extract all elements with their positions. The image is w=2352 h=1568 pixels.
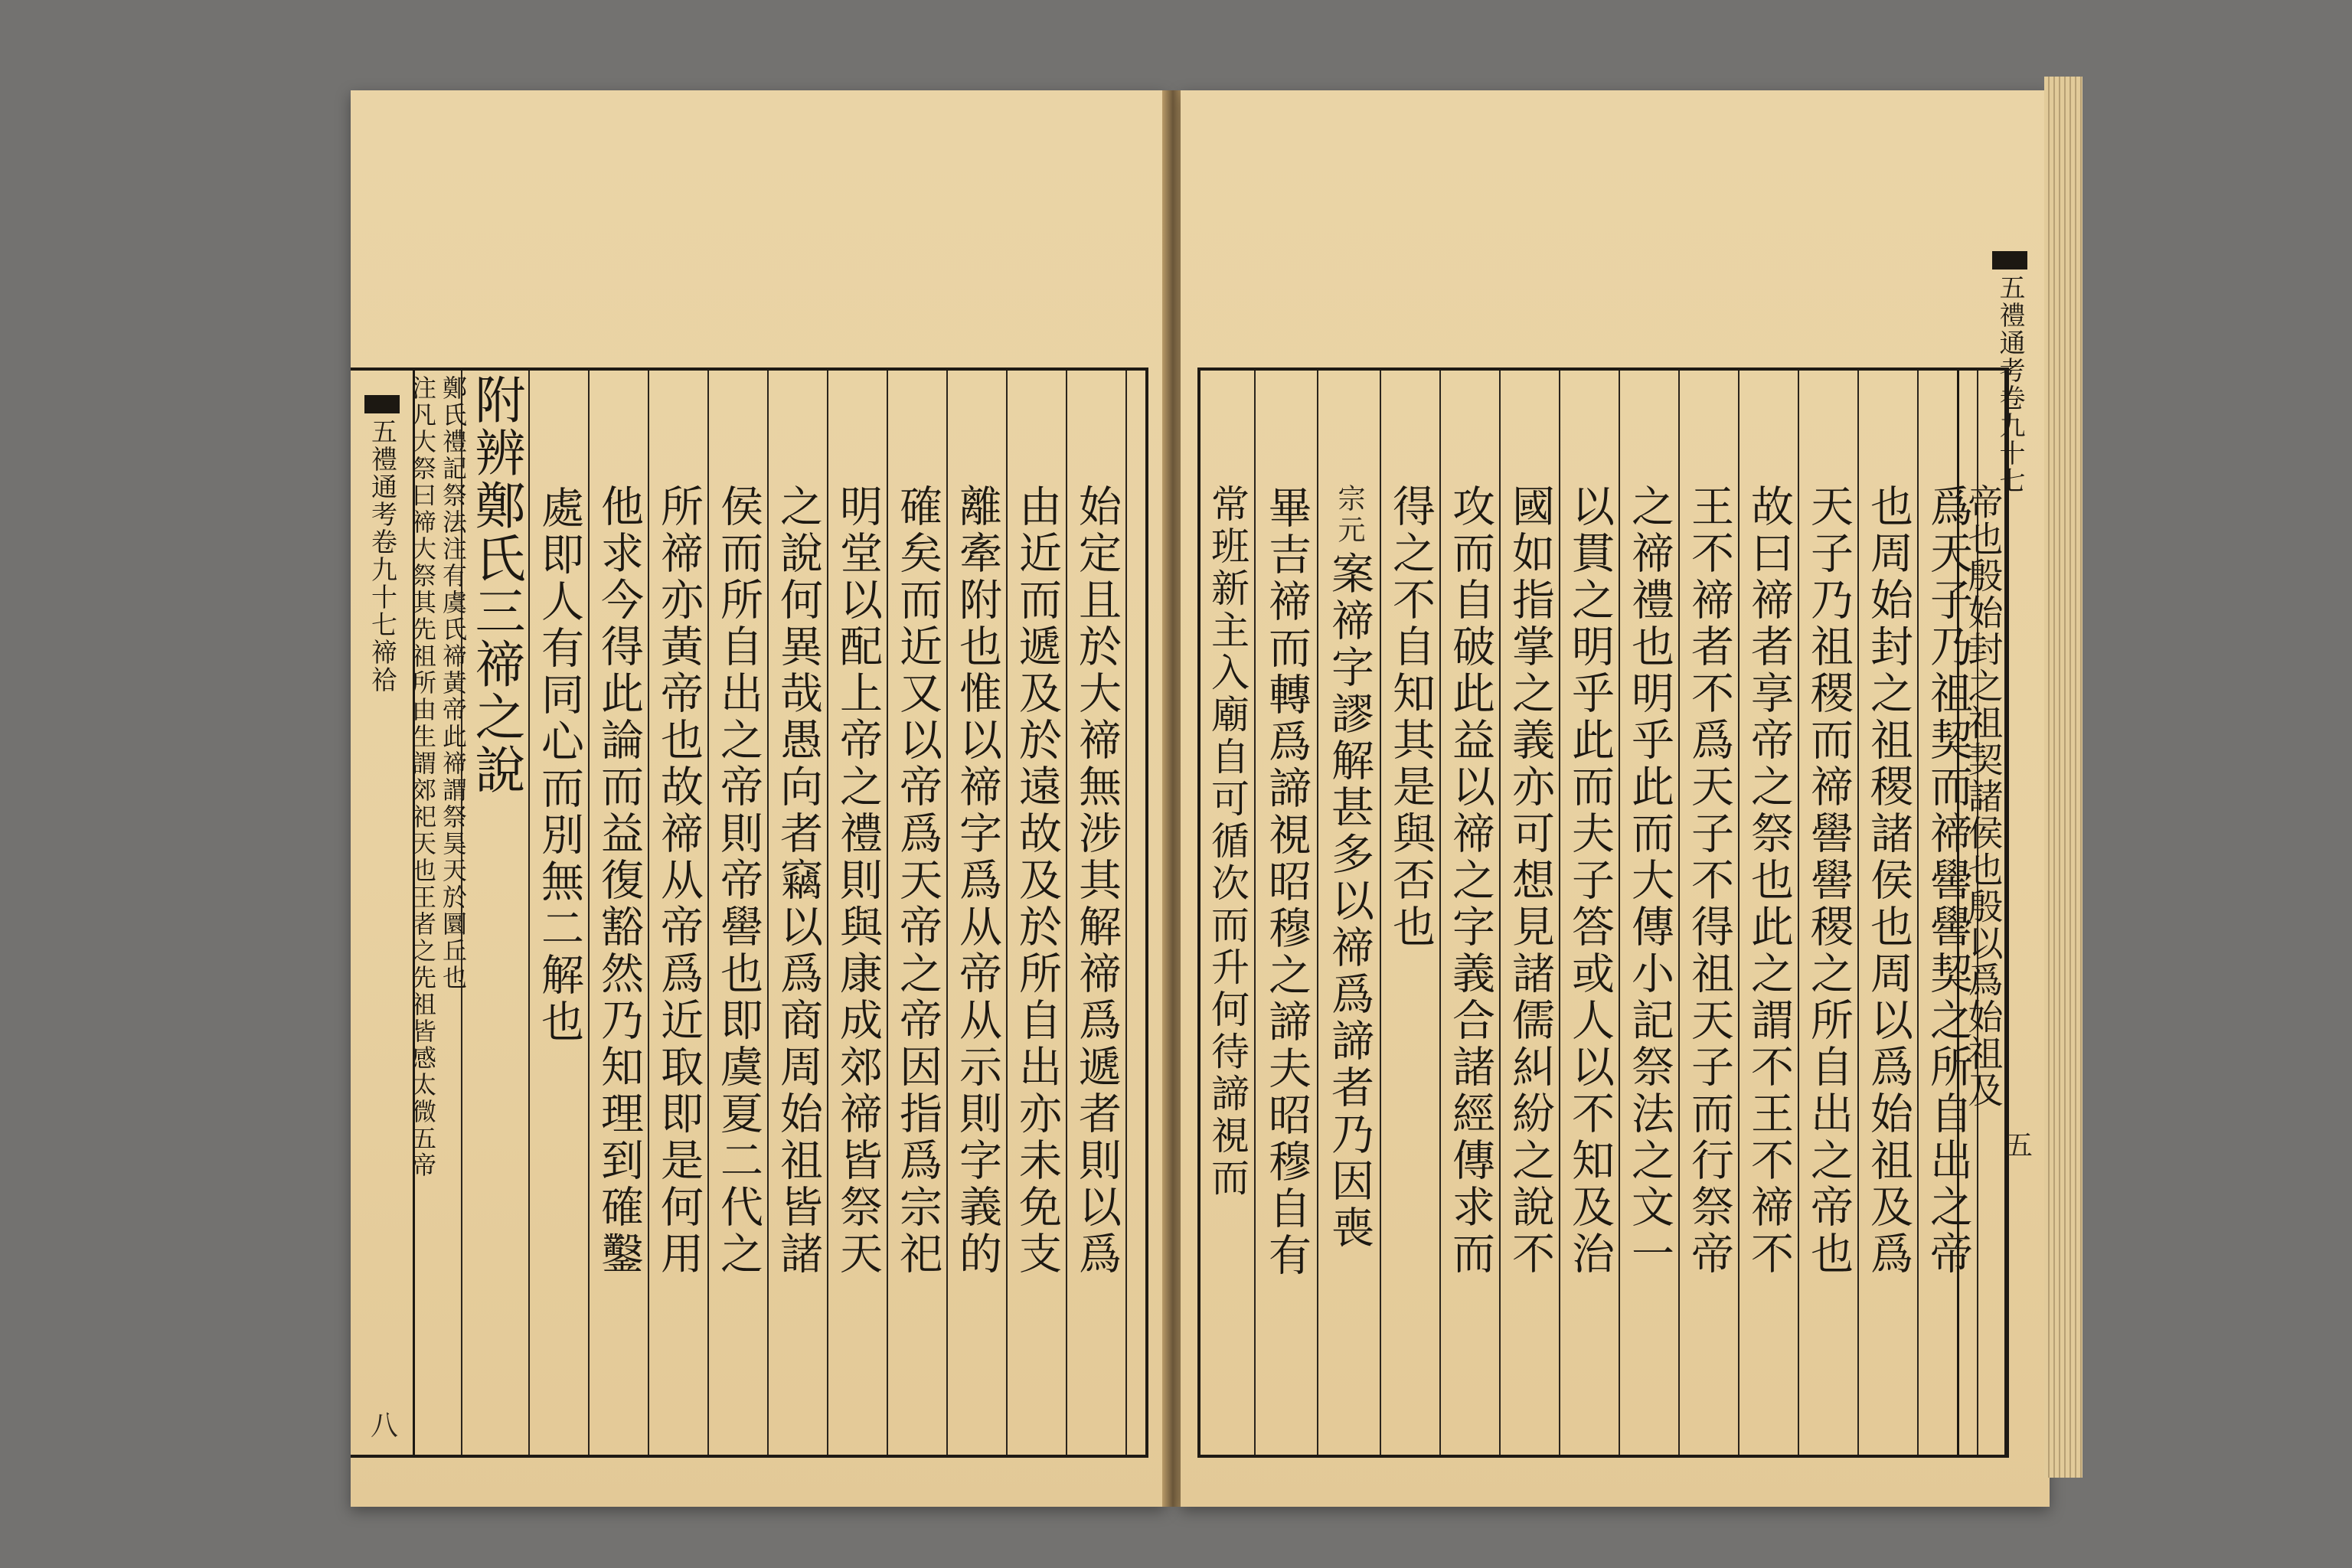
- section-heading: 附辨鄭氏三禘之說: [466, 374, 525, 796]
- commentary-text: 天子乃祖稷而禘嚳嚳稷之所自出之帝也: [1804, 484, 1854, 1278]
- annotation-text: 畢吉禘而轉爲諦視昭穆之諦夫昭穆自有: [1262, 485, 1312, 1279]
- commentary-column: [1501, 371, 1560, 1455]
- annotator-label: 宗元: [1334, 484, 1365, 547]
- commentary-column: [590, 371, 649, 1455]
- left-page: [351, 90, 1165, 1507]
- note-text-left: 注凡大祭曰禘大祭其先祖所由生謂郊祀天也王者之先祖皆感太微五帝: [408, 375, 437, 1179]
- commentary-column: [1859, 371, 1919, 1455]
- commentary-text: 處即人有同心而別無二解也: [534, 485, 584, 1046]
- commentary-text: 爲天子乃祖契而禘嚳嚳契之所自出之帝: [1923, 484, 1973, 1278]
- fish-tail-mark: [1992, 251, 2027, 270]
- commentary-column: [1799, 371, 1859, 1455]
- commentary-column: [1381, 371, 1441, 1455]
- left-margin-title: 五禮通考卷九十七禘祫: [366, 418, 397, 694]
- commentary-text: 始定且於大禘無涉其解禘爲遞者則以爲: [1072, 484, 1122, 1278]
- commentary-column: [888, 371, 948, 1455]
- commentary-column: [1740, 371, 1799, 1455]
- commentary-column: [709, 371, 769, 1455]
- commentary-column: [1200, 371, 1256, 1455]
- right-page-margin: [1957, 371, 2007, 1455]
- commentary-text: 他求今得此論而益復豁然乃知理到確鑿: [594, 484, 644, 1278]
- commentary-column: [1560, 371, 1620, 1455]
- commentary-text: 得之不自知其是與否也: [1386, 484, 1436, 951]
- page-edges: [2044, 77, 2082, 1478]
- annotation-column: [1256, 371, 1318, 1455]
- commentary-text: 離牽附也惟以禘字爲从帝从示則字義的: [952, 484, 1002, 1278]
- commentary-column: [1124, 371, 1145, 1455]
- commentary-text: 王不禘者不爲天子不得祖天子而行祭帝: [1684, 484, 1734, 1278]
- heading-column: [462, 371, 530, 1455]
- commentary-text: 攻而自破此益以禘之字義合諸經傳求而: [1446, 484, 1495, 1278]
- note-pair: [408, 375, 468, 1179]
- fish-tail-mark: [364, 395, 400, 413]
- commentary-text: 國如指掌之義亦可想見諸儒糾紛之說不: [1505, 484, 1555, 1278]
- left-text-frame: [351, 368, 1148, 1458]
- commentary-column: [1620, 371, 1680, 1455]
- right-folio: 五: [2004, 1130, 2033, 1161]
- annotation-column: [1318, 371, 1381, 1455]
- right-margin-title: 五禮通考卷九十七: [1994, 274, 2025, 495]
- commentary-text: 明堂以配上帝之禮則與康成郊禘皆祭天: [833, 484, 883, 1278]
- left-page-margin: [351, 371, 415, 1455]
- commentary-text: 帝也殷始封之祖契諸侯也殷以爲始祖及: [1962, 484, 2004, 1109]
- commentary-column: [649, 371, 709, 1455]
- right-margin-header: [1981, 182, 2039, 495]
- left-folio: 八: [371, 1410, 399, 1442]
- right-page: [1181, 90, 2050, 1507]
- commentary-text: 故曰禘者享帝之祭也此之謂不王不禘不: [1744, 484, 1794, 1278]
- commentary-column: [1680, 371, 1740, 1455]
- commentary-column: [1067, 371, 1127, 1455]
- commentary-column: [948, 371, 1008, 1455]
- commentary-column: [1008, 371, 1067, 1455]
- note-text-right: 鄭氏禮記祭法注有虞氏禘黃帝此禘謂祭昊天於圜丘也: [439, 375, 468, 991]
- commentary-text: 所禘亦黃帝也故禘从帝爲近取即是何用: [654, 484, 704, 1278]
- commentary-text: 之禘禮也明乎此而大傳小記祭法之文一: [1625, 484, 1674, 1278]
- commentary-text: 侯而所自出之帝則帝嚳也即虞夏二代之: [714, 484, 763, 1278]
- commentary-text: 確矣而近又以帝爲天帝之帝因指爲宗祀: [893, 484, 942, 1278]
- commentary-column: [1441, 371, 1501, 1455]
- commentary-text: 常班新主入廟自可循次而升何待諦視而: [1205, 484, 1250, 1200]
- commentary-text: 以貫之明乎此而夫子答或人以不知及治: [1565, 484, 1615, 1278]
- commentary-column: [828, 371, 888, 1455]
- annotation-block: [1320, 484, 1378, 1252]
- commentary-column: [530, 371, 590, 1455]
- commentary-text: 之說何異哉愚向者竊以爲商周始祖皆諸: [773, 484, 823, 1278]
- annotation-text: 案禘字謬解甚多以禘爲諦者乃因喪: [1325, 551, 1374, 1252]
- commentary-text: 也周始封之祖稷諸侯也周以爲始祖及爲: [1864, 484, 1913, 1278]
- note-column: [408, 371, 468, 1455]
- commentary-column: [769, 371, 828, 1455]
- commentary-text: 由近而遞及於遠故及於所自出亦未免支: [1012, 484, 1062, 1278]
- right-text-frame: [1197, 368, 2009, 1458]
